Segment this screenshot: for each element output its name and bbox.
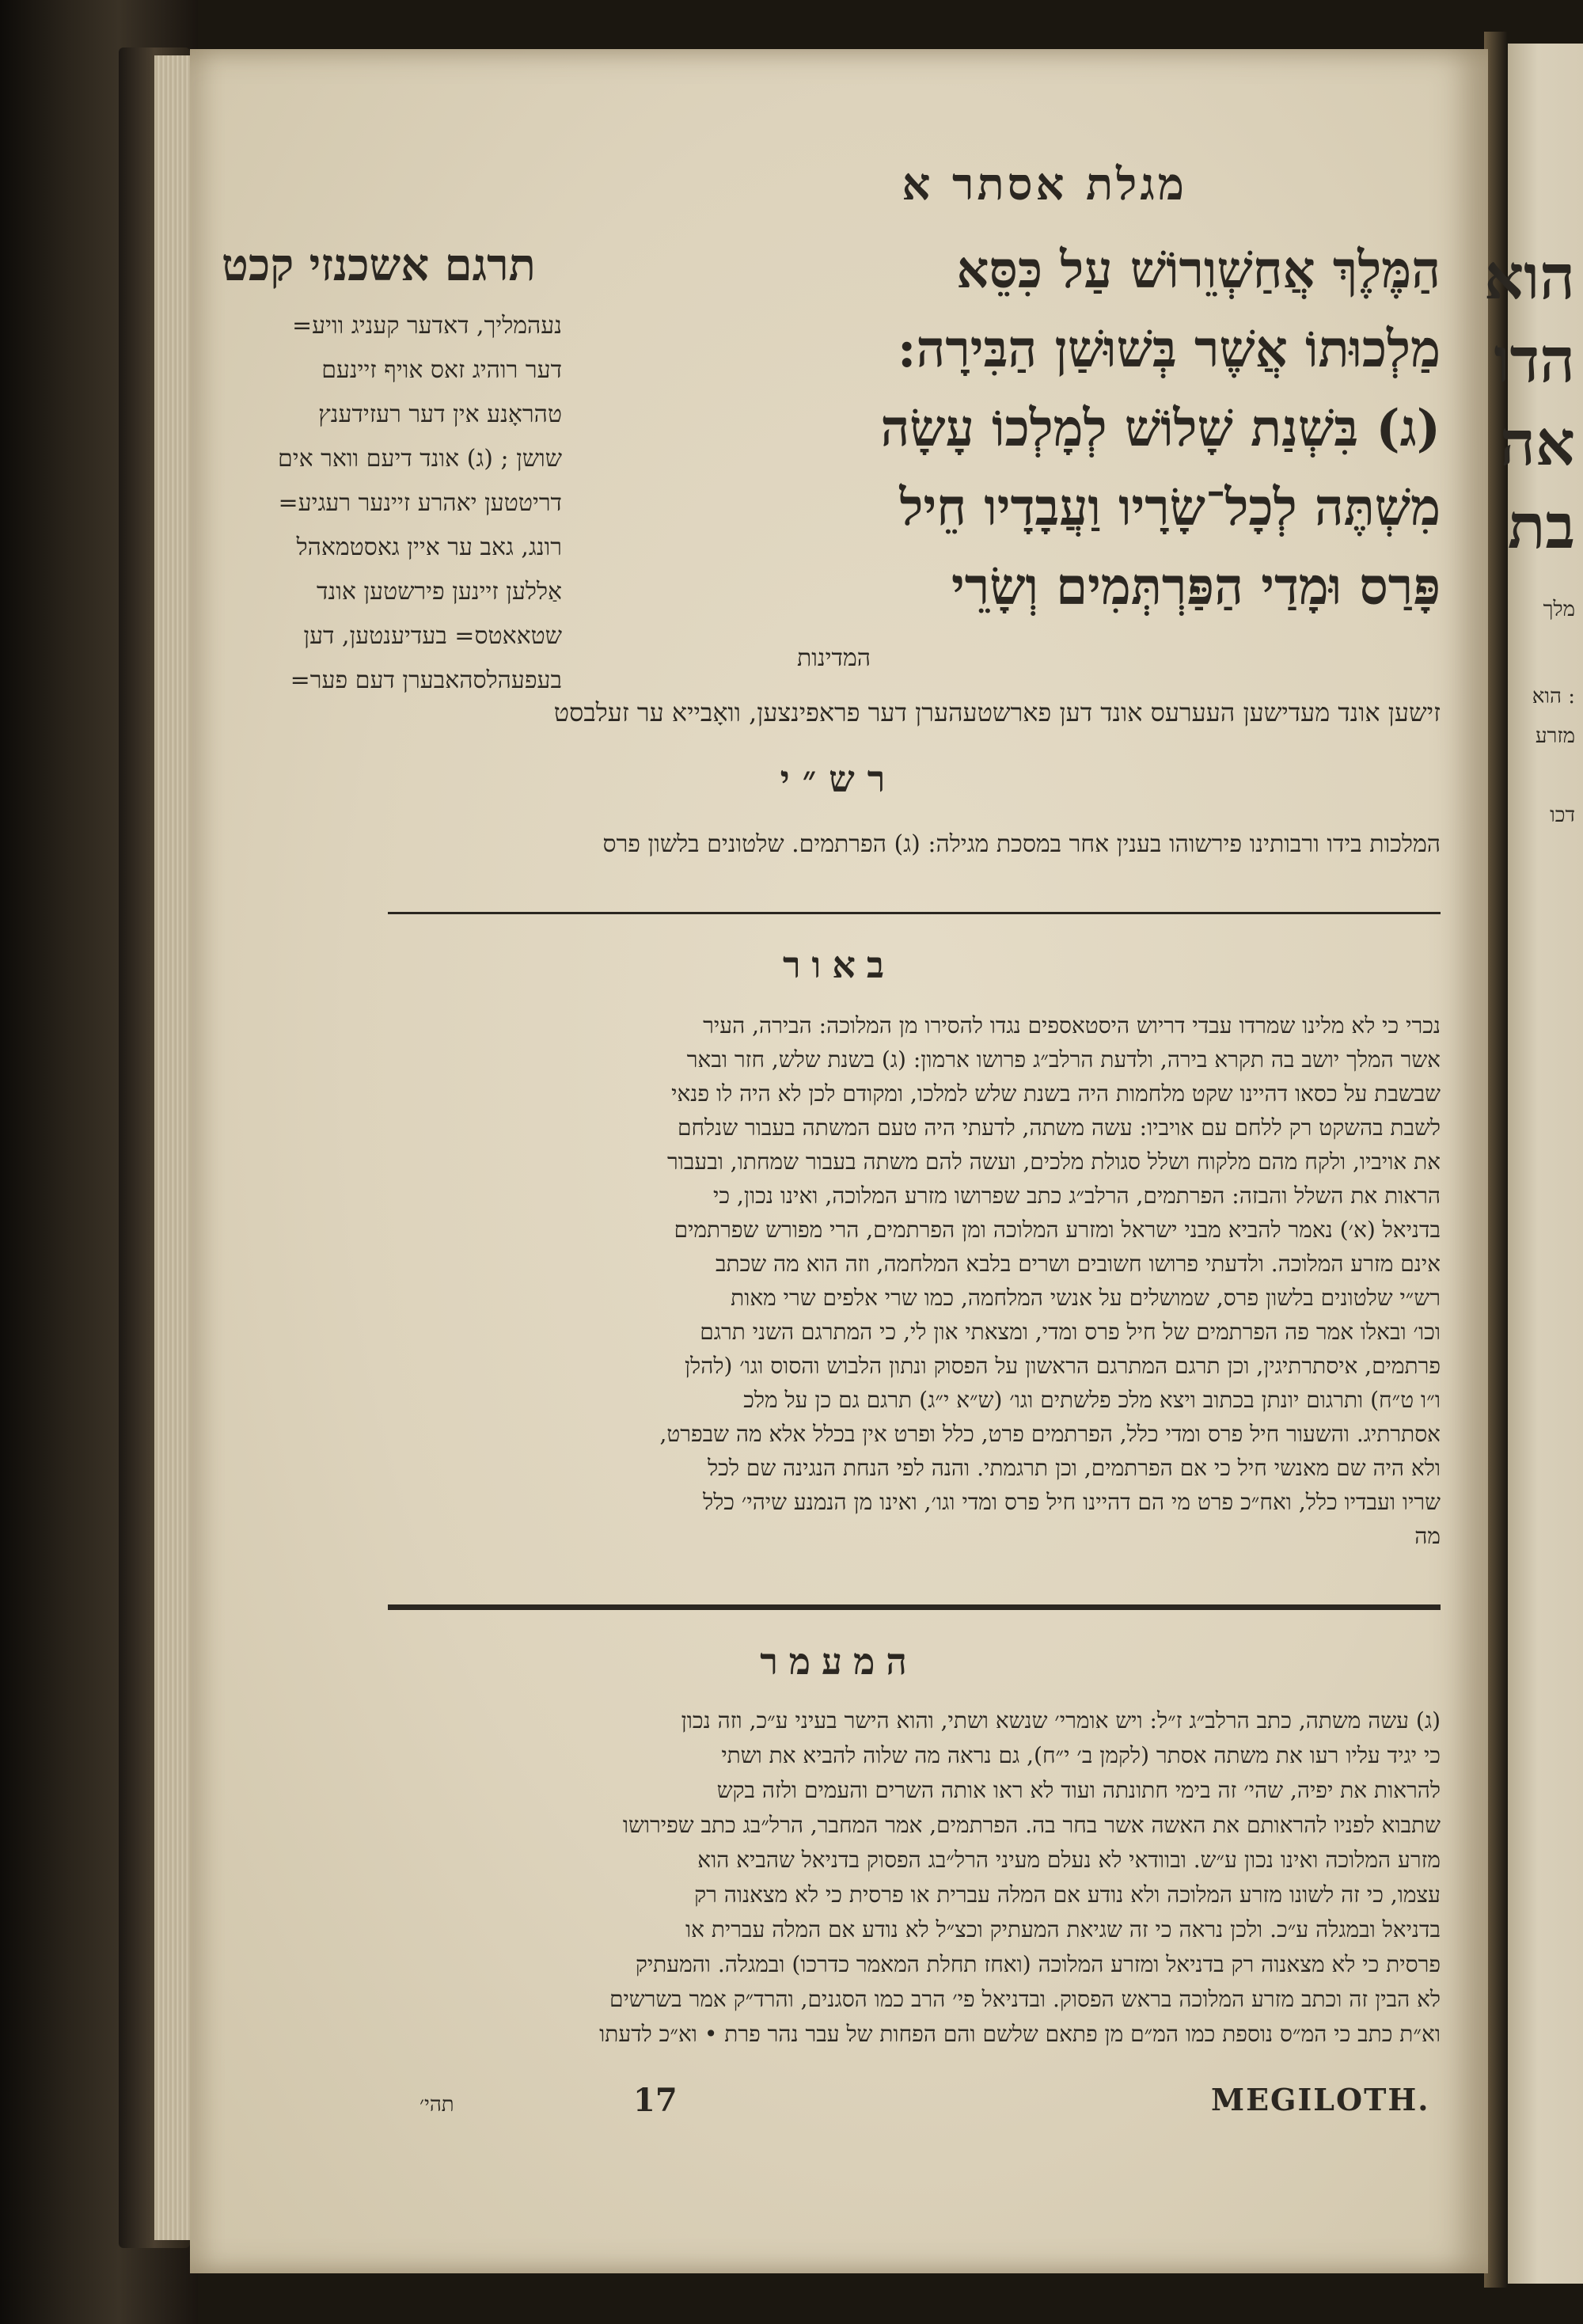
targum-line: טהראָנע אין דער רעזידענץ bbox=[318, 401, 562, 428]
meamar-line: לא הבין זה וכתב מזרע המלוכה בראש הפסוק. ובדניאל פי׳ הרב כמו הסגנים, והרד״ק אמר בשרשים bbox=[609, 1986, 1441, 2012]
biur-line: שבשבת על כסאו דהיינו שקט מלחמות היה בשנת שלש למלכו, ומקודם לכן לא היה לו פנאי bbox=[671, 1080, 1441, 1107]
biur-line: פרתמים, איסתרתיגין, וכן תרגם המתרגם הראשון על הפסוק ונתון הלבוש והסוס וגו׳ (להלן bbox=[685, 1353, 1441, 1379]
section-divider-thick bbox=[388, 1604, 1441, 1610]
targum-line: דער רוהיג זאס אויף זיינעם bbox=[321, 356, 562, 384]
targum-line: נעהמליך, דאדער קעניג וויע= bbox=[291, 312, 562, 340]
facing-text-fragment: : הוא bbox=[1532, 685, 1575, 708]
meamar-body bbox=[230, 1703, 1441, 2052]
biur-line: אינם מזרע המלוכה. ולדעתי פרושו חשובים ושרים בלבא המלחמה, וזה הוא מה שכתב bbox=[716, 1251, 1441, 1277]
targum-heading: תרגם אשכנזי קכט bbox=[222, 239, 536, 291]
meamar-line: כי יגיד עליו רעו את משתה אסתר (לקמן ב׳ י״ח), גם נראה מה שלוה להביא את ושתי bbox=[721, 1742, 1441, 1768]
targum-line: אַללען זיינען פירשטען אונד bbox=[317, 578, 562, 606]
biur-line: בדניאל (א׳) נאמר להביא מבני ישראל ומזרע המלוכה ומן הפרתמים, הרי מפורש שפרתמים bbox=[674, 1217, 1441, 1243]
section-divider bbox=[388, 912, 1441, 914]
verse-line: פָּרַס וּמָדַי הַפַּרְתְּמִים וְשָׂרֵי bbox=[951, 557, 1441, 617]
meamar-line: (ג) עשה משתה, כתב הרלב״ג ז״ל: ויש אומרי׳ שנשא ושתי, והוא הישר בעיני ע״כ, וזה נכון bbox=[681, 1707, 1441, 1734]
facing-text-fragment: דכו bbox=[1550, 803, 1575, 827]
meamar-line: וא״ת כתב כי המ״ס נוספת כמו המ״ם מן פתאם שלשם והם הפחות של עבר נהר פרת • וא״כ לדעתו bbox=[599, 2021, 1441, 2047]
verse-line: מִשְׁתֶּה לְכָל־שָׂרָיו וַעֲבָדָיו חֵיל bbox=[899, 478, 1441, 537]
biur-line: אשר המלך יושב בה תקרא בירה, ולדעת הרלב״ג פרושו ארמון: (ג) בשנת שלש, חזר ובאר bbox=[686, 1046, 1441, 1073]
targum-continuation: זישען אונד מעדישען העערעס אונד דען פארשטעהערן דער פראפינצען, וואָבייא ער זעלבסט bbox=[553, 697, 1441, 727]
rashi-heading: רש״י bbox=[780, 758, 898, 800]
facing-text-fragment: מלך bbox=[1543, 598, 1575, 621]
biur-line: לשבת בהשקט רק ללחם עם אויביו: עשה משתה, לדעתי היה טעם המשתה בעבור שנלחם bbox=[678, 1115, 1441, 1141]
meamar-line: עצמו, כי זה לשונו מזרע המלוכה ולא נודע אם המלה עברית או פרסית כי לא מצאנוה רק bbox=[694, 1882, 1441, 1908]
meamar-line: בדניאל ובמגלה ע״כ. ולכן נראה כי זה שגיאת המעתיק וכצ״ל לא נודע אם המלה עברית או bbox=[685, 1916, 1441, 1942]
biur-line: נכרי כי לא מלינו שמרדו עבדי דריוש היסטאספים נגדו להסירו מן המלוכה: הבירה, העיר bbox=[703, 1012, 1441, 1039]
verse-block bbox=[744, 231, 1441, 627]
targum-line: דריטטען יאהרע זיינער רעגיע= bbox=[278, 489, 562, 517]
targum-line: שטאאטס= בעדיענטען, דען bbox=[303, 622, 562, 650]
biur-body bbox=[230, 1008, 1441, 1553]
footer-catchword: תהי׳ bbox=[419, 2093, 454, 2117]
meamar-line: פרסית כי לא מצאנוה רק בדניאל ומזרע המלוכה (ואחז תחלת המאמר כדרכו) ובמגלה. והמעתיק bbox=[635, 1951, 1441, 1977]
verse-line: הַמֶּלֶךְ אֲחַשְׁוֵרוֹשׁ עַל כִּסֵּא bbox=[956, 241, 1441, 300]
meamar-line: להראות את יפיה, שהי׳ זה בימי חתונתה ועוד לא ראו אותה השרים והעמים ולזה בקש bbox=[716, 1777, 1441, 1803]
page-number: 17 bbox=[633, 2082, 678, 2119]
biur-line: שריו ועבדיו כלל, ואח״כ פרט מי הם דהיינו חיל פרס ומדי וגו׳, ואינו מן הנמנע שיהי׳ כלל bbox=[703, 1489, 1441, 1515]
book-page bbox=[190, 49, 1488, 2273]
targum-line: שושן ; (ג) אונד דיעם וואר אים bbox=[278, 445, 562, 473]
verse-line: (ג) בִּשְׁנַת שָׁלוֹשׁ לְמָלְכוֹ עָשָׂה bbox=[880, 399, 1441, 458]
targum-column bbox=[214, 304, 562, 703]
biur-line: ו״ו ט״ח) ותרגום יונתן בכתוב ויצא מלכ פלשתים וגו׳ (ש״א י״ג) תרגם גם כן על מלכ bbox=[743, 1387, 1441, 1413]
facing-page-fragment bbox=[1484, 44, 1583, 2284]
meamar-heading: המעמר bbox=[760, 1640, 918, 1683]
targum-line: בעפעהלסהאבערן דעם פער= bbox=[290, 666, 562, 694]
targum-line: רונג, גאב ער איין גאסטמאהל bbox=[296, 534, 562, 561]
facing-text-fragment: מזרע bbox=[1535, 724, 1575, 748]
page-title: מגלת אסתר א bbox=[902, 158, 1187, 211]
biur-line: אסתרתיג. והשעור חיל פרס ומדי כלל, הפרתמים פרט, כלל ופרט אין בכלל אלא מה שבפרט, bbox=[659, 1421, 1441, 1447]
facing-verse-fragment: אה bbox=[1500, 408, 1575, 480]
rashi-text: המלכות בידו ורבותינו פירשוהו בענין אחר במסכת מגילה: (ג) הפרתמים. שלטונים בלשון פרס bbox=[602, 830, 1441, 858]
signature-mark: MEGILOTH. bbox=[1211, 2082, 1430, 2117]
facing-verse-fragment: בת bbox=[1507, 491, 1575, 563]
biur-heading: באור bbox=[782, 944, 896, 986]
meamar-line: מזרע המלוכה ואינו נכון ע״ש. ובוודאי לא נעלם מעיני הרל״בג הפסוק בדניאל שהביא הוא bbox=[697, 1847, 1441, 1873]
facing-verse-fragment: הדו bbox=[1494, 325, 1575, 397]
meamar-line: שתבוא לפניו להראותם את האשה אשר בחר בה. הפרתמים, אמר המחבר, הרל״בג כתב שפירושו bbox=[622, 1812, 1441, 1838]
biur-line: את אויביו, ולקח מהם מלקוח ושלל סגולת מלכים, ועשה להם משתה בעבור שמחתו, ובעבור bbox=[666, 1149, 1441, 1175]
biur-line: וכו׳ ובאלו אמר פה הפרתמים של חיל פרס ומדי, ומצאתי און לי, כי המתרגם השני תרגם bbox=[700, 1319, 1441, 1345]
facing-verse-fragment: הוא bbox=[1484, 241, 1575, 313]
biur-line: רש״י שלטונים בלשון פרס, שמושלים על אנשי המלחמה, כמו שרי אלפים שרי מאות bbox=[731, 1285, 1441, 1311]
verse-catchword: המדינות bbox=[796, 644, 871, 672]
verse-line: מַלְכוּתוֹ אֲשֶׁר בְּשׁוּשַׁן הַבִּירָה: bbox=[897, 320, 1441, 379]
biur-line: מה bbox=[1414, 1523, 1441, 1549]
biur-line: הראות את השלל והבזה: הפרתמים, הרלב״ג כתב שפרושו מזרע המלוכה, ואינו נכון, כי bbox=[713, 1183, 1441, 1209]
biur-line: ולא היה שם מאנשי חיל כי אם הפרתמים, וכן תרגמתי. והנה לפי הנחת הנגינה שם לכל bbox=[708, 1455, 1441, 1481]
